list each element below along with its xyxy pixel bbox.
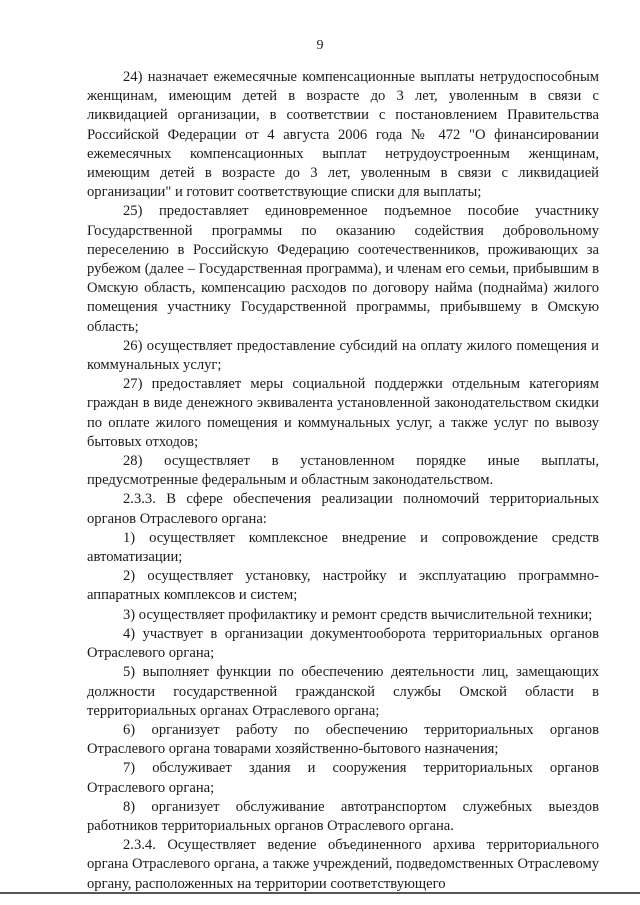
paragraph-2-3-3-item-8: 8) организует обслуживание автотранспортом служебных выездов работников территориальных органов Отраслевого органа. — [87, 798, 599, 834]
paragraph-2-3-3-item-3: 3) осуществляет профилактику и ремонт средств вычислительной техники; — [123, 606, 593, 623]
section-2-3-4-paragraph: 2.3.4. Осуществляет ведение объединенного архива территориального органа Отраслевого органа, а также учреждений, подведомственных Отраслевому органу, расположенных на территории соответствующего — [87, 837, 599, 892]
paragraph-2-3-3-item-7: 7) обслуживает здания и сооружения территориальных органов Отраслевого органа; — [87, 760, 599, 796]
paragraph-item-26: 26) осуществляет предоставление субсидий на оплату жилого помещения и коммунальных услуг; — [87, 337, 599, 374]
paragraph-item-24: 24) назначает ежемесячные компенсационные выплаты нетрудоспособным женщинам, имеющим детей в возрасте до 3 лет, уволенным в связи с ликвидацией организации, в соответствии с постановлением Правительства Российской Федерации от 4 августа 2006 года № 472 "О финансировании ежемесячных компенсационных выплат нетрудоустроенным женщинам, имеющим детей в возрасте до 3 лет, уволенным в связи с ликвидацией организации" и готовит соответствующие списки для выплаты; — [87, 69, 599, 201]
paragraph-2-3-3-item-4: 4) участвует в организации документооборота территориальных органов Отраслевого органа; — [87, 625, 599, 662]
page-number: 9 — [316, 38, 324, 53]
paragraph-item-27: 27) предоставляет меры социальной поддержки отдельным категориям граждан в виде денежного эквивалента установленной законодательством скидки по оплате жилого помещения и коммунальных услуг, а также услуг по вывозу бытовых отходов; — [87, 376, 599, 450]
paragraph-item-28: 28) осуществляет в установленном порядке иные выплаты, предусмотренные федеральным и областным законодательством. — [87, 453, 599, 489]
paragraph-2-3-3-item-2: 2) осуществляет установку, настройку и эксплуатацию программно-аппаратных комплексов и систем; — [87, 568, 599, 604]
paragraph-2-3-3-item-1: 1) осуществляет комплексное внедрение и сопровождение средств автоматизации; — [87, 529, 599, 566]
document-body — [87, 68, 599, 894]
paragraph-2-3-3-item-5: 5) выполняет функции по обеспечению деятельности лиц, замещающих должности государственной гражданской службы Омской области в территориальных органах Отраслевого органа; — [87, 664, 599, 719]
scan-bottom-edge-line — [0, 892, 640, 894]
section-2-3-3-heading: 2.3.3. В сфере обеспечения реализации полномочий территориальных органов Отраслевого органа: — [87, 491, 599, 527]
paragraph-2-3-3-item-6: 6) организует работу по обеспечению территориальных органов Отраслевого органа товарами хозяйственно-бытового назначения; — [87, 721, 599, 758]
paragraph-item-25: 25) предоставляет единовременное подъемное пособие участнику Государственной программы по оказанию содействия добровольному переселению в Российскую Федерацию соотечественников, проживающих за рубежом (далее – Государственная программа), и членам его семьи, прибывшим в Омскую область, компенсацию расходов по договору найма (поднайма) жилого помещения участнику Государственной программы, прибывшему в Омскую область; — [87, 203, 599, 335]
